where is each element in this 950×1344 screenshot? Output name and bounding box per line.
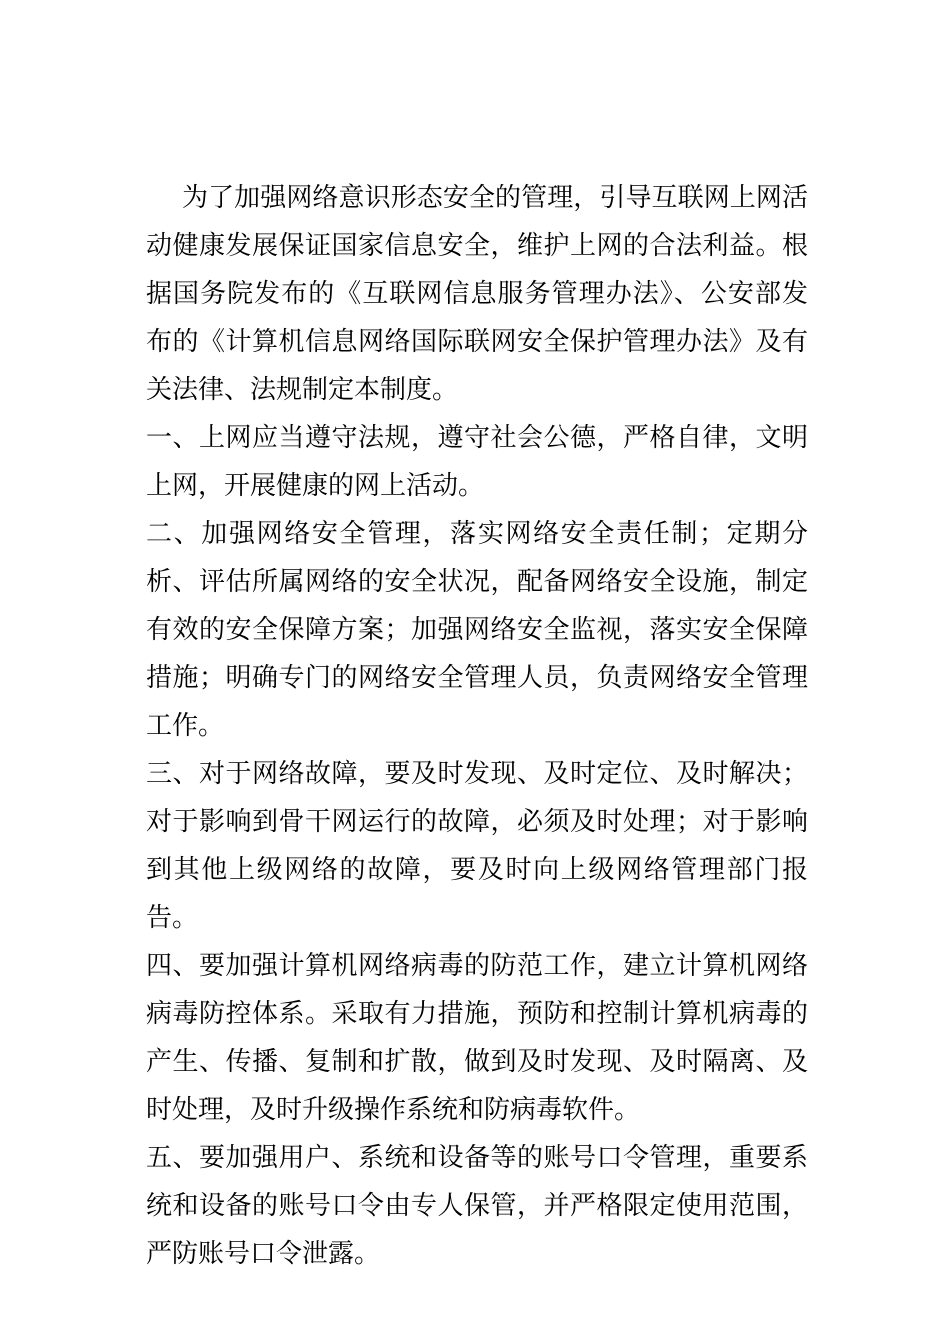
intro-paragraph: 为了加强网络意识形态安全的管理，引导互联网上网活动健康发展保证国家信息安全，维护上网的合法利益。根据国务院发布的《互联网信息服务管理办法》、公安部发布的《计算机信息网络国际联网安全保护管理办法》及有关法律、法规制定本制度。 (146, 183, 808, 405)
rule-item-1: 一、上网应当遵守法规，遵守社会公德，严格自律，文明上网，开展健康的网上活动。 (146, 423, 808, 501)
rule-item-2: 二、加强网络安全管理，落实网络安全责任制；定期分析、评估所属网络的安全状况，配备网络安全设施，制定有效的安全保障方案；加强网络安全监视，落实安全保障措施；明确专门的网络安全管理人员，负责网络安全管理工作。 (146, 519, 808, 741)
rule-item-4: 四、要加强计算机网络病毒的防范工作，建立计算机网络病毒防控体系。采取有力措施，预防和控制计算机病毒的产生、传播、复制和扩散，做到及时发现、及时隔离、及时处理，及时升级操作系统和防病毒软件。 (146, 951, 808, 1125)
rule-item-3: 三、对于网络故障，要及时发现、及时定位、及时解决；对于影响到骨干网运行的故障，必须及时处理；对于影响到其他上级网络的故障，要及时向上级网络管理部门报告。 (146, 759, 808, 933)
document-body (146, 174, 808, 1278)
rule-item-5: 五、要加强用户、系统和设备等的账号口令管理，重要系统和设备的账号口令由专人保管，并严格限定使用范围，严防账号口令泄露。 (146, 1143, 808, 1269)
